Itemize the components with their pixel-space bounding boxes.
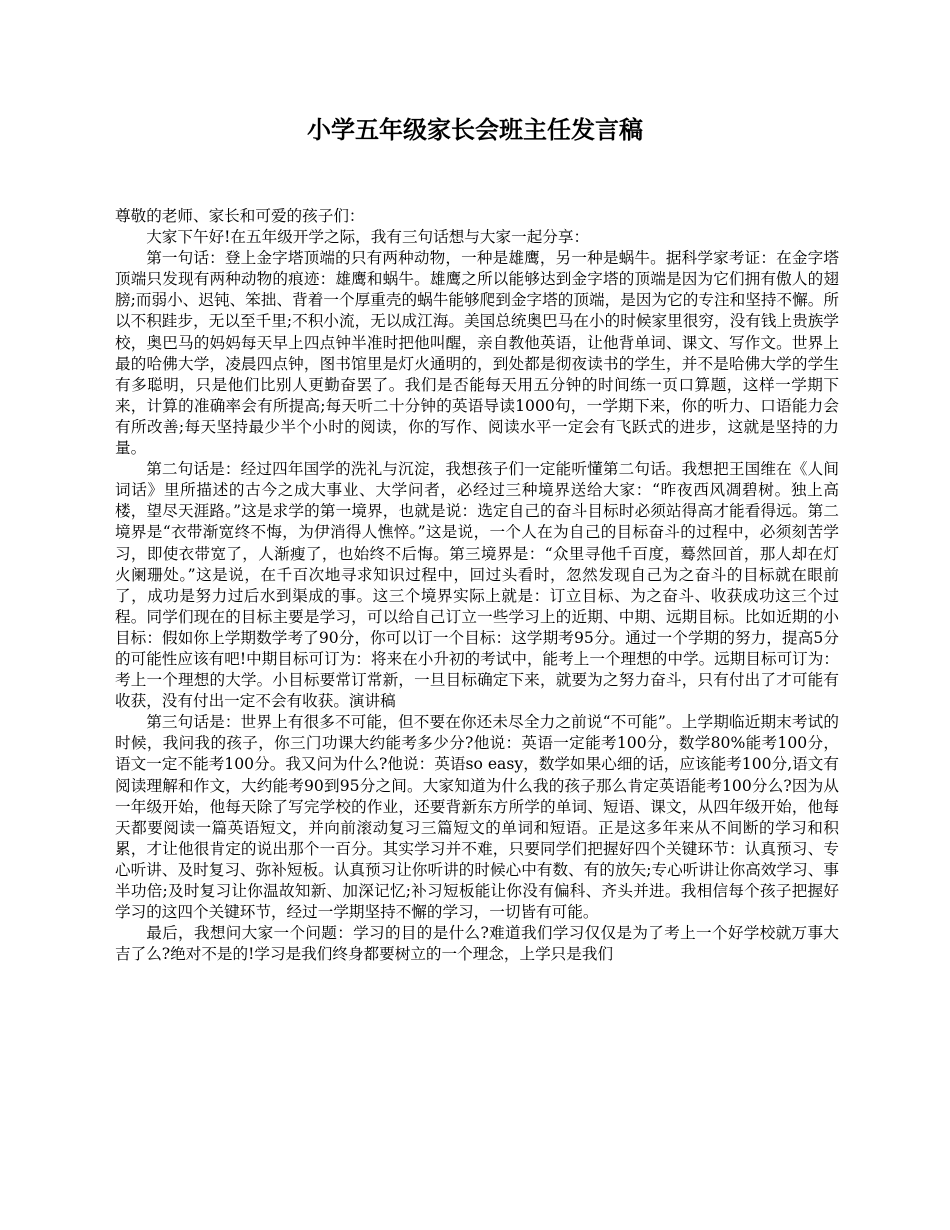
salutation-paragraph: 尊敬的老师、家长和可爱的孩子们： [115, 207, 365, 225]
closing-paragraph: 最后，我想问大家一个问题：学习的目的是什么?难道我们学习仅仅是为了考上一个好学校就万事大吉了么?绝对不是的!学习是我们终身都要树立的一个理念，上学只是我们 [115, 924, 839, 964]
third-point-paragraph: 第三句话是：世界上有很多不可能，但不要在你还未尽全力之前说“不可能”。上学期临近期末考试的时候，我问我的孩子，你三门功课大约能考多少分?他说：英语一定能考100分，数学80%能考100分，语文一定不能考100分。我又问为什么?他说：英语so easy，数学如果心细的话，应该能考100分,语文有阅读理解和作文，大约能考90到95分之间。大家知道为什么我的孩子那么肯定英语能考100分么?因为从一年级开始，他每天除了写完学校的作业，还要背新东方所学的单词、短语、课文，从四年级开始，他每天都要阅读一篇英语短文，并向前滚动复习三篇短文的单词和短语。正是这多年来从不间断的学习和积累，才让他很肯定的说出那个一百分。其实学习并不难，只要同学们把握好四个关键环节：认真预习、专心听讲、及时复习、弥补短板。认真预习让你听讲的时候心中有数、有的放矢;专心听讲让你高效学习、事半功倍;及时复习让你温故知新、加深记忆;补习短板能让你没有偏科、齐头并进。我相信每个孩子把握好学习的这四个关键环节，经过一学期坚持不懈的学习，一切皆有可能。 [115, 713, 839, 922]
second-point-paragraph: 第二句话是：经过四年国学的洗礼与沉淀，我想孩子们一定能听懂第二句话。我想把王国维在《人间词话》里所描述的古今之成大事业、大学问者，必经过三种境界送给大家：“昨夜西风凋碧树。独上高楼，望尽天涯路。”这是求学的第一境界，也就是说：选定自己的奋斗目标时必须站得高才能看得远。第二境界是“衣带渐宽终不悔，为伊消得人憔悴。”这是说，一个人在为自己的目标奋斗的过程中，必须刻苦学习，即使衣带宽了，人渐瘦了，也始终不后悔。第三境界是：“众里寻他千百度，蓦然回首，那人却在灯火阑珊处。”这是说，在千百次地寻求知识过程中，回过头看时，忽然发现自己为之奋斗的目标就在眼前了，成功是努力过后水到渠成的事。这三个境界实际上就是：订立目标、为之奋斗、收获成功这三个过程。同学们现在的目标主要是学习，可以给自己订立一些学习上的近期、中期、远期目标。比如近期的小目标：假如你上学期数学考了90分，你可以订一个目标：这学期考95分。通过一个学期的努力，提高5分的可能性应该有吧!中期目标可订为：将来在小升初的考试中，能考上一个理想的中学。远期目标可订为：考上一个理想的大学。小目标要常订常新，一旦目标确定下来，就要为之努力奋斗，只有付出了才可能有收获，没有付出一定不会有收获。演讲稿 [115, 460, 839, 711]
document-body [115, 206, 839, 965]
first-point-paragraph: 第一句话：登上金字塔顶端的只有两种动物，一种是雄鹰，另一种是蜗牛。据科学家考证：在金字塔顶端只发现有两种动物的痕迹：雄鹰和蜗牛。雄鹰之所以能够达到金字塔的顶端是因为它们拥有傲人的翅膀;而弱小、迟钝、笨拙、背着一个厚重壳的蜗牛能够爬到金字塔的顶端，是因为它的专注和坚持不懈。所以不积跬步，无以至千里;不积小流，无以成江海。美国总统奥巴马在小的时候家里很穷，没有钱上贵族学校，奥巴马的妈妈每天早上四点钟半准时把他叫醒，亲自教他英语，让他背单词、课文、写作文。世界上最的哈佛大学，凌晨四点钟，图书馆里是灯火通明的，到处都是彻夜读书的学生，并不是哈佛大学的学生有多聪明，只是他们比别人更勤奋罢了。我们是否能每天用五分钟的时间练一页口算题，这样一学期下来，计算的准确率会有所提高;每天听二十分钟的英语导读1000句，一学期下来，你的听力、口语能力会有所改善;每天坚持最少半个小时的阅读，你的写作、阅读水平一定会有飞跃式的进步，这就是坚持的力量。 [115, 249, 839, 458]
greeting-paragraph: 大家下午好!在五年级开学之际，我有三句话想与大家一起分享： [146, 228, 590, 247]
document-title: 小学五年级家长会班主任发言稿 [307, 115, 643, 144]
